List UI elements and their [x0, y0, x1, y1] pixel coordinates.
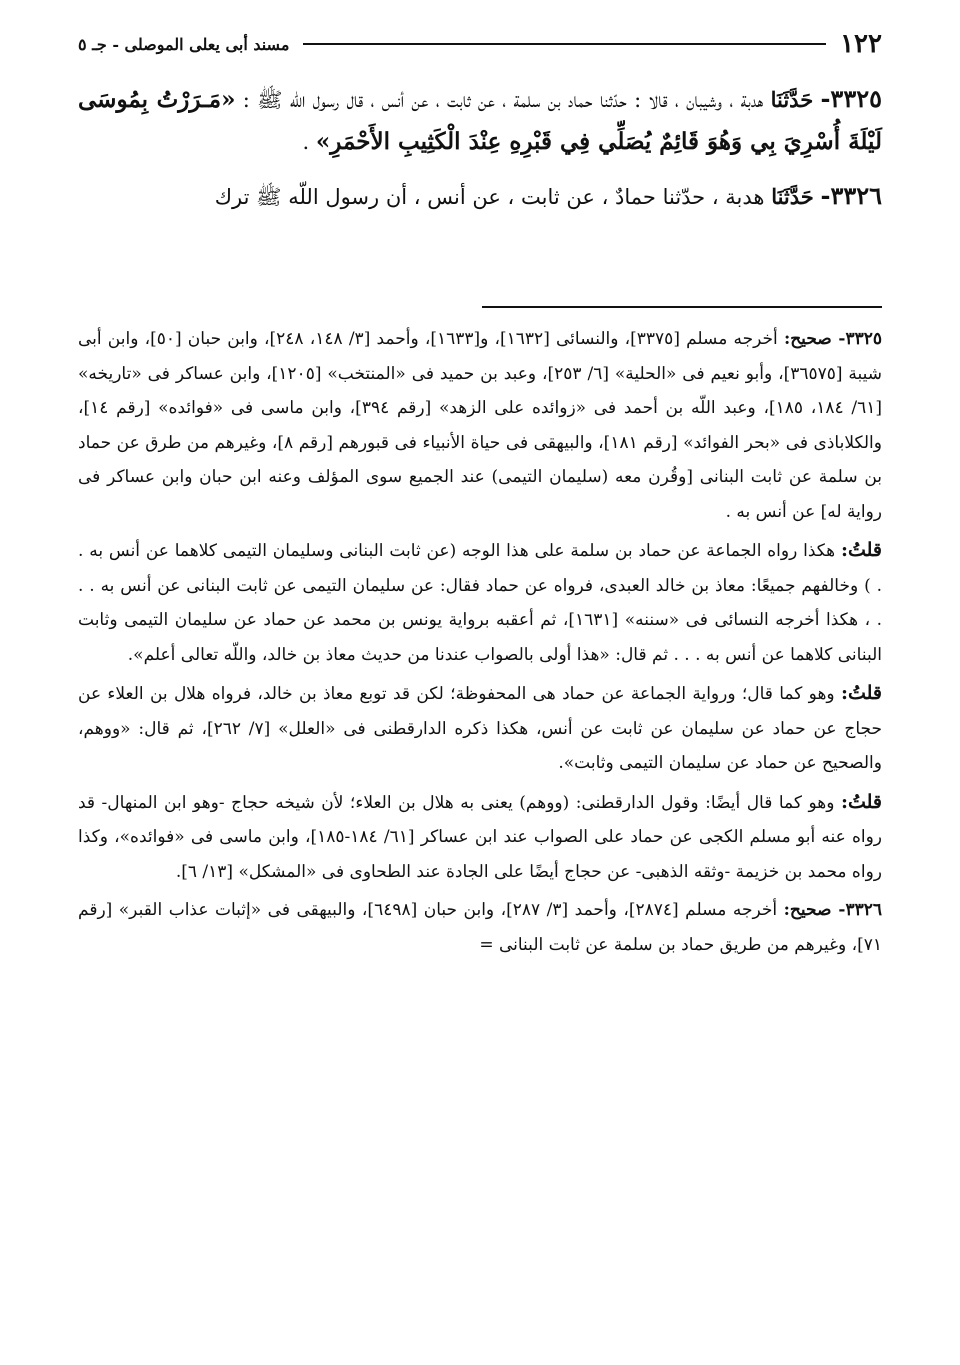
note-label: ٣٣٢٦- صحيح: — [783, 900, 883, 920]
main-text — [78, 78, 882, 230]
hadith-lead: حَدَّثَنَا — [770, 87, 814, 112]
hadith-number: ٣٣٢٥- — [820, 84, 882, 113]
hadith-isnad: هدبة ، وشيبان ، قالا : حدّثنا حماد بن سلمة ، عن ثابت ، عن أنس ، قال رسول اللّه ﷺ : — [242, 88, 764, 112]
hadith-end: . — [302, 130, 316, 154]
running-header — [78, 24, 882, 64]
hadith-3326 — [78, 175, 882, 218]
comment-text: وهو كما قال؛ ورواية الجماعة عن حماد هى المحفوظة؛ لكن قد توبع معاذ بن خالد، فرواه هلال بن العلاء عن حجاج عن حماد عن سليمان عن ثابت عن أنس، هكذا ذكره الدارقطنى فى «العلل» [٧/ ٢٦٢]، ثم قال: «ووهم، والصحيح عن حماد عن سليمان التيمى وثابت». — [78, 684, 882, 773]
note-text: أخرجه مسلم [٢٨٧٤]، وأحمد [٣/ ٢٨٧]، وابن حبان [٦٤٩٨]، والبيهقى فى «إثبات عذاب القبر» [رقم ٧١]، وغيرهم من طريق حماد بن سلمة عن ثابت البنانى = — [78, 900, 882, 955]
note-3326 — [78, 893, 882, 962]
note-text: أخرجه مسلم [٣٣٧٥]، والنسائى [١٦٣٢]، و[١٦٣٣]، وأحمد [٣/ ١٤٨، ٢٤٨]، وابن حبان [٥٠]، وابن أبى شيبة [٣٦٥٧٥]، وأبو نعيم فى «الحلية» [٦/ ٢٥٣]، وعبد بن حميد فى «المنتخب» [١٢٠٥]، وابن عساكر فى «تاريخه» [٦١/ ١٨٤، ١٨٥]، وعبد اللّه بن أحمد فى «زوائده على الزهد» [رقم ٣٩٤]، وابن ماسى فى «فوائده» [رقم ١٤]، والكلاباذى فى «بحر الفوائد» [رقم ١٨١]، والبيهقى فى حياة الأنبياء فى قبورهم [رقم ٨]، وغيرهم من طرق عن حماد بن سلمة عن ثابت البنانى [وقُرن معه (سليمان التيمى) عند الجميع سوى المؤلف وعنه ابن حبان وابن عساكر فى رواية له] عن أنس به . — [78, 329, 883, 522]
footnote-separator — [482, 306, 882, 308]
hadith-matn: «مَـرَرْتُ بِمُوسَى لَيْلَةَ أُسْرِيَ بِي وَهُوَ قَائِمٌ يُصَلِّي فِي قَبْرِهِ عِنْدَ الْكَثِيبِ الأَحْمَرِ» — [78, 86, 882, 155]
comment-label: قلتُ: — [840, 790, 882, 813]
hadith-lead: حَدَّثَنَا — [771, 184, 814, 209]
hadith-text: هدبة ، حدّثنا حمادٌ ، عن ثابت ، عن أنس ، أن رسول اللّه ﷺ ترك — [214, 185, 765, 209]
hadith-3325 — [78, 78, 882, 163]
comment-text: هكذا رواه الجماعة عن حماد بن سلمة على هذا الوجه (عن ثابت البنانى وسليمان التيمى كلاهما عن أنس به . . ) وخالفهم جميعًا: معاذ بن خالد العبدى، فرواه عن حماد فقال: عن سليمان التيمى عن ثابت البنانى عن أنس به . . . ، هكذا أخرجه النسائى فى «سننه» [١٦٣١]، ثم أعقبه برواية يونس بن محمد عن حماد عن سليمان التيمى وثابت البنانى كلاهما عن أنس به . . . ثم قال: «هذا أولى بالصواب عندنا من حديث معاذ بن خالد، واللّه تعالى أعلم». — [78, 541, 882, 665]
comment-2 — [78, 676, 882, 781]
comment-text: وهو كما قال أيضًا: وقول الدارقطنى: (ووهم) يعنى به هلال بن العلاء؛ لأن شيخه حجاج -وهو ابن المنهال- قد رواه عنه أبو مسلم الكجى عن حماد على الصواب عند ابن عساكر [٦١/ ١٨٤-١٨٥]، وابن ماسى فى «فوائده»، وكذا رواه محمد بن خزيمة -وثقه الذهبى- عن حجاج أيضًا على الجادة عند الطحاوى فى «المشكل» [١٣/ ٦]. — [78, 792, 882, 882]
note-3325 — [78, 322, 882, 529]
header-rule — [303, 43, 826, 45]
footnotes — [78, 322, 882, 966]
book-title: مسند أبى يعلى الموصلى - جـ ٥ — [78, 34, 290, 54]
hadith-number: ٣٣٢٦- — [820, 181, 882, 210]
comment-label: قلتُ: — [840, 539, 882, 561]
comment-3 — [78, 785, 882, 890]
comment-1 — [78, 533, 882, 672]
page-number: ١٢٢ — [840, 29, 882, 59]
note-label: ٣٣٢٥- صحيح: — [783, 329, 883, 349]
comment-label: قلتُ: — [840, 682, 883, 704]
